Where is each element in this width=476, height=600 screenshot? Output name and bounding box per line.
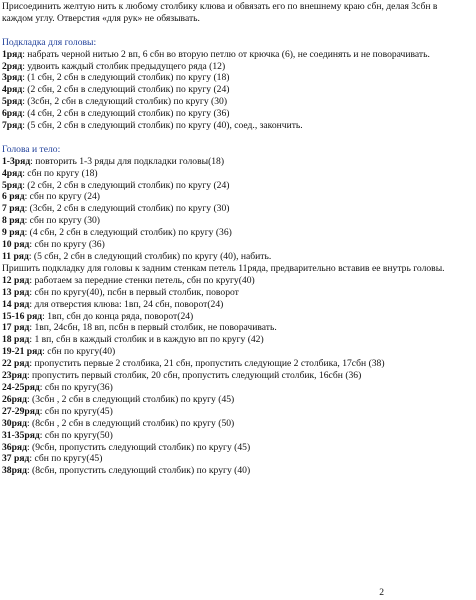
spacer [2, 132, 456, 144]
row-text: : (2 сбн, 2 сбн в следующий столбик) по кругу (24) [22, 179, 230, 191]
row-label: 7 ряд [2, 203, 25, 215]
row-text: : для отверстия клюва: 1вп, 24 сбн, поворот(24) [29, 298, 224, 310]
section-head-lining [2, 49, 456, 132]
pattern-row [2, 322, 456, 334]
row-label: 1ряд [2, 48, 23, 60]
pattern-row [2, 49, 456, 61]
row-label: 22 ряд [2, 358, 30, 370]
pattern-row [2, 287, 456, 299]
page-number: 2 [379, 587, 384, 599]
row-text: : (3сбн, 2 сбн в следующий столбик) по кругу (30) [22, 96, 228, 108]
pattern-row [2, 251, 456, 263]
pattern-row [2, 215, 456, 227]
row-text: Пришить подкладку для головы к задним стенкам петель 11ряда, предварительно вставив ее внутрь головы. [2, 262, 445, 274]
row-text: : сбн по кругу(45) [29, 453, 103, 465]
row-text: : сбн по кругу(40) [42, 346, 116, 358]
row-text: : (9сбн, пропустить следующий столбик) по кругу (45) [26, 441, 251, 453]
row-text: : работаем за передние стенки петель, сбн по кругу(40) [29, 274, 255, 286]
pattern-row [2, 334, 456, 346]
pattern-row [2, 406, 456, 418]
row-label: 30ряд [2, 417, 27, 429]
row-text: : (4 сбн, 2 сбн в следующий столбик) по кругу (36) [22, 108, 230, 120]
row-label: 13 ряд [2, 286, 30, 298]
row-label: 26ряд [2, 393, 27, 405]
intro-paragraph: Присоединить желтую нить к любому столбику клюва и обвязать его по внешнему краю сбн, делая 3сбн в каждом углу. Отверстия «для рук» не обязывать. [2, 1, 438, 24]
row-text: : (3сбн , 2 сбн в следующий столбик) по кругу (45) [26, 393, 235, 405]
row-label: 38ряд [2, 465, 27, 477]
row-text: : (5 сбн, 2 сбн в следующий столбик) по кругу (40), набить. [28, 251, 272, 262]
pattern-row [2, 61, 456, 73]
row-text: : сбн по кругу(36) [39, 381, 113, 393]
row-label: 37 ряд [2, 453, 30, 465]
row-label: 5ряд [2, 96, 23, 108]
row-text: : сбн по кругу(40), псбн в первый столбик, поворот [29, 286, 239, 298]
pattern-row [2, 275, 456, 287]
row-text: : пропустить первые 2 столбика, 21 сбн, пропустить следующие 2 столбика, 17сбн (38) [29, 358, 385, 370]
row-label: 12 ряд [2, 274, 30, 286]
row-text: : сбн по кругу (18) [22, 167, 98, 179]
pattern-row [2, 358, 456, 370]
row-text: : набрать черной нитью 2 вп, 6 сбн во вторую петлю от крючка (6), не соединять и не поворачивать. [22, 48, 430, 60]
row-label: 5ряд [2, 179, 23, 191]
row-label: 6ряд [2, 108, 23, 120]
row-label: 8 ряд [2, 215, 25, 227]
pattern-row [2, 453, 456, 465]
row-label: 9 ряд [2, 227, 25, 239]
row-text: : (1 сбн, 2 сбн в следующий столбик) по кругу (18) [22, 72, 230, 84]
row-text: : сбн по кругу (30) [24, 215, 101, 227]
row-label: 4ряд [2, 167, 23, 179]
row-label: 17 ряд [2, 322, 30, 334]
pattern-row [2, 203, 456, 215]
section-head-body [2, 156, 456, 477]
row-text: : 1 вп, сбн в каждый столбик и в каждую вп по кругу (42) [29, 334, 264, 346]
row-label: 31-35ряд [2, 429, 40, 441]
pattern-row [2, 84, 456, 96]
row-text: : (3сбн, 2 сбн в следующий столбик) по кругу (30) [24, 203, 230, 215]
row-label: 36ряд [2, 441, 27, 453]
row-label: 3ряд [2, 72, 23, 84]
row-text: : 1вп, 24сбн, 18 вп, псбн в первый столбик, не поворачивать. [29, 322, 277, 334]
row-text: : сбн по кругу (36) [29, 239, 105, 251]
row-text: : сбн по кругу(45) [39, 405, 113, 417]
row-text: : сбн по кругу (24) [24, 191, 101, 203]
row-text: : (4 сбн, 2 сбн в следующий столбик) по кругу (36) [24, 227, 232, 239]
pattern-row [2, 430, 456, 442]
row-label: 24-25ряд [2, 381, 40, 393]
row-label: 6 ряд [2, 191, 25, 203]
spacer [2, 25, 456, 37]
row-label: 1-3ряд [2, 155, 31, 167]
pattern-row [2, 120, 456, 132]
row-text: : сбн по кругу(50) [39, 429, 113, 441]
row-text: : удвоить каждый столбик предыдущего ряда (12) [22, 60, 226, 72]
pattern-row [2, 156, 456, 168]
row-text: : повторить 1-3 ряды для подкладки головы(18) [30, 155, 225, 167]
pattern-row [2, 227, 456, 239]
pattern-row [2, 370, 456, 382]
section-heading-head-lining: Подкладка для головы: [2, 36, 97, 48]
pattern-row [2, 418, 456, 430]
pattern-row [2, 299, 456, 311]
pattern-row [2, 465, 456, 477]
row-label: 19-21 ряд [2, 346, 43, 358]
row-text: : 1вп, сбн до конца ряда, поворот(24) [42, 310, 194, 322]
pattern-row [2, 382, 456, 394]
pattern-row [2, 96, 456, 108]
row-label: 27-29ряд [2, 405, 40, 417]
pattern-row [2, 239, 456, 251]
pattern-row [2, 442, 456, 454]
row-label: 23ряд [2, 370, 27, 382]
pattern-row [2, 168, 456, 180]
section-heading-head-body: Голова и тело: [2, 143, 61, 155]
row-label: 7ряд [2, 120, 23, 132]
row-text: : (8сбн, пропустить следующий столбик) по кругу (40) [26, 465, 251, 477]
row-label: 14 ряд [2, 298, 30, 310]
pattern-row [2, 394, 456, 406]
row-text: : пропустить первый столбик, 20 сбн, пропустить следующий столбик, 16сбн (36) [26, 370, 362, 382]
row-label: 11 ряд [2, 251, 29, 262]
pattern-row [2, 191, 456, 203]
row-label: 4ряд [2, 84, 23, 96]
row-text: : (2 сбн, 2 сбн в следующий столбик) по кругу (24) [22, 84, 230, 96]
row-label: 15-16 ряд [2, 310, 43, 322]
pattern-row [2, 108, 456, 120]
row-text: : (8сбн , 2 сбн в следующий столбик) по кругу (50) [26, 417, 235, 429]
pattern-note [2, 263, 456, 275]
pattern-row [2, 72, 456, 84]
pattern-row [2, 346, 456, 358]
row-label: 2ряд [2, 60, 23, 72]
row-label: 18 ряд [2, 334, 30, 346]
row-text: : (5 сбн, 2 сбн в следующий столбик) по кругу (40), соед., закончить. [22, 120, 303, 132]
row-label: 10 ряд [2, 239, 30, 251]
pattern-row [2, 180, 456, 192]
pattern-row [2, 311, 456, 323]
